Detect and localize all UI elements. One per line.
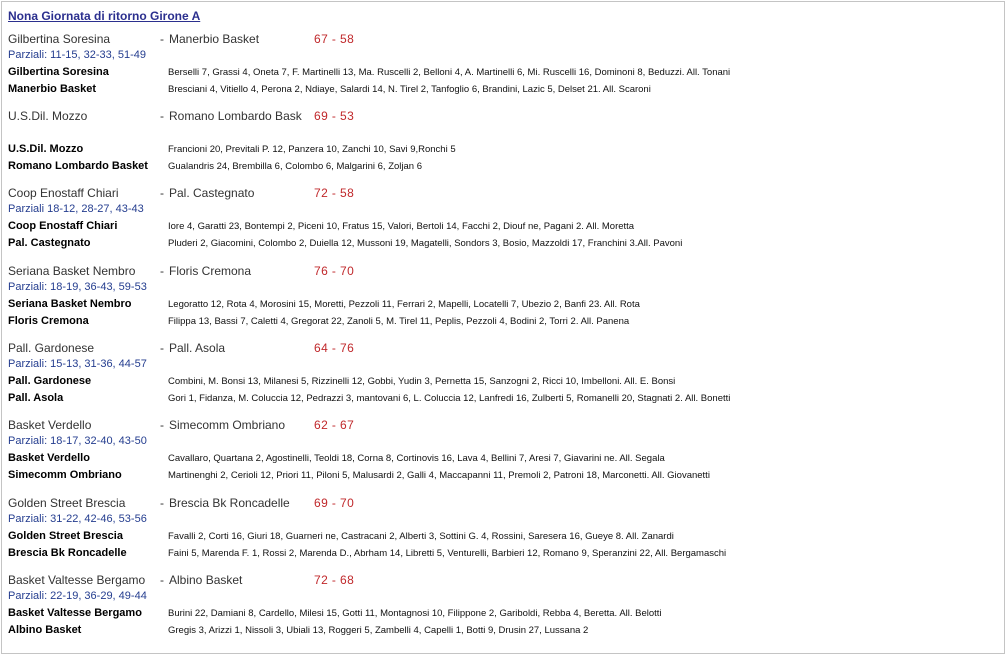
match-block [0, 109, 1000, 186]
home-team-label: Seriana Basket Nembro [8, 264, 136, 278]
separator-dash: - [160, 109, 164, 123]
away-player-list: Bresciani 4, Vitiello 4, Perona 2, Ndiaye, Salardi 14, N. Tirel 2, Tanfoglio 6, Brandini, Lazic 5, Delset 21. All. Scaroni [168, 84, 651, 95]
match-block [0, 32, 1000, 109]
home-player-list: Berselli 7, Grassi 4, Oneta 7, F. Martinelli 13, Ma. Ruscelli 2, Belloni 4, A. Martinelli 6, Mi. Ruscelli 16, Dominoni 8, Beduzzi. All. Tonani [168, 67, 731, 78]
home-team-name: Basket Valtesse Bergamo [8, 607, 142, 619]
partial-scores: Parziali: 22-19, 36-29, 49-44 [8, 590, 147, 602]
home-team-label: Basket Valtesse Bergamo [8, 573, 146, 587]
home-player-list: Legoratto 12, Rota 4, Morosini 15, Moretti, Pezzoli 11, Ferrari 2, Mapelli, Locatelli 7, Ubezio 2, Banfi 23. All. Rota [168, 299, 640, 310]
away-player-list: Filippa 13, Bassi 7, Caletti 4, Gregorat 22, Zanoli 5, M. Tirel 11, Peplis, Pezzoli 4, Bodini 2, Torri 2. All. Panena [168, 316, 630, 327]
away-team-label: Simecomm Ombriano [169, 418, 286, 432]
away-team-name: Floris Cremona [8, 315, 89, 327]
final-score: 72 - 58 [314, 186, 355, 200]
final-score: 69 - 70 [314, 496, 355, 510]
away-player-list: Pluderi 2, Giacomini, Colombo 2, Duiella 12, Mussoni 19, Magatelli, Sondors 3, Bosio, Mazzoldi 17, Franchini 3.All. Pavoni [168, 238, 683, 249]
home-team-label: Basket Verdello [8, 418, 92, 432]
match-block [0, 496, 1000, 573]
away-team-label: Manerbio Basket [169, 32, 260, 46]
final-score: 64 - 76 [314, 341, 355, 355]
away-team-name: Manerbio Basket [8, 83, 97, 95]
away-player-list: Gualandris 24, Brembilla 6, Colombo 6, Malgarini 6, Zoljan 6 [168, 161, 422, 172]
home-team-label: U.S.Dil. Mozzo [8, 109, 88, 123]
separator-dash: - [160, 573, 164, 587]
final-score: 62 - 67 [314, 418, 355, 432]
home-team-label: Coop Enostaff Chiari [8, 186, 119, 200]
away-team-name: Pal. Castegnato [8, 237, 91, 249]
match-block [0, 418, 1000, 495]
away-team-name: Simecomm Ombriano [8, 469, 122, 481]
home-team-name: Pall. Gardonese [8, 375, 92, 387]
final-score: 72 - 68 [314, 573, 355, 587]
partial-scores: Parziali: 11-15, 32-33, 51-49 [8, 49, 146, 61]
final-score: 67 - 58 [314, 32, 355, 46]
home-team-label: Pall. Gardonese [8, 341, 95, 355]
away-team-name: Romano Lombardo Basket [8, 160, 148, 172]
match-block [0, 573, 1000, 650]
home-team-name: Seriana Basket Nembro [8, 298, 132, 310]
partial-scores: Parziali 18-12, 28-27, 43-43 [8, 203, 144, 215]
away-team-label: Pall. Asola [169, 341, 226, 355]
separator-dash: - [160, 418, 164, 432]
home-team-name: Basket Verdello [8, 452, 90, 464]
home-player-list: Favalli 2, Corti 16, Giuri 18, Guarneri ne, Castracani 2, Alberti 3, Sottini G. 4, Rossini, Saresera 16, Gueye 8. All. Zanardi [168, 531, 674, 542]
home-player-list: Combini, M. Bonsi 13, Milanesi 5, Rizzinelli 12, Gobbi, Yudin 3, Pernetta 15, Sanzogni 2, Ricci 10, Imbelloni. All. E. Bonsi [168, 376, 676, 387]
partial-scores: Parziali: 31-22, 42-46, 53-56 [8, 513, 147, 525]
separator-dash: - [160, 32, 164, 46]
home-team-name: U.S.Dil. Mozzo [8, 143, 84, 155]
away-player-list: Martinenghi 2, Cerioli 12, Priori 11, Piloni 5, Malusardi 2, Galli 4, Maccapanni 11, Premoli 2, Patroni 18, Marconetti. All. Giovanetti [168, 470, 710, 481]
home-team-name: Golden Street Brescia [8, 530, 123, 542]
home-team-label: Golden Street Brescia [8, 496, 126, 510]
home-team-label: Gilbertina Soresina [8, 32, 111, 46]
partial-scores: Parziali: 15-13, 31-36, 44-57 [8, 358, 147, 370]
separator-dash: - [160, 496, 164, 510]
away-player-list: Faini 5, Marenda F. 1, Rossi 2, Marenda D., Abrham 14, Libretti 5, Venturelli, Barbieri 12, Romano 9, Speranzini 22, All. Bergamaschi [168, 548, 727, 559]
final-score: 76 - 70 [314, 264, 355, 278]
page-title[interactable]: Nona Giornata di ritorno Girone A [8, 9, 201, 23]
partial-scores: Parziali: 18-19, 36-43, 59-53 [8, 281, 147, 293]
away-player-list: Gori 1, Fidanza, M. Coluccia 12, Pedrazzi 3, mantovani 6, L. Coluccia 12, Lanfredi 16, Zulberti 5, Romanelli 20, Stagnati 2. All. Bonetti [168, 393, 731, 404]
away-team-label: Romano Lombardo Bask [169, 109, 302, 123]
separator-dash: - [160, 264, 164, 278]
match-block [0, 341, 1000, 418]
home-team-name: Gilbertina Soresina [8, 66, 109, 78]
away-team-label: Albino Basket [169, 573, 243, 587]
final-score: 69 - 53 [314, 109, 355, 123]
home-player-list: Iore 4, Garatti 23, Bontempi 2, Piceni 10, Fratus 15, Valori, Bertoli 14, Facchi 2, Diouf ne, Pagani 2. All. Moretta [168, 221, 635, 232]
away-team-name: Albino Basket [8, 624, 82, 636]
home-player-list: Francioni 20, Previtali P. 12, Panzera 10, Zanchi 10, Savi 9,Ronchi 5 [168, 144, 456, 155]
away-team-name: Pall. Asola [8, 392, 64, 404]
away-player-list: Gregis 3, Arizzi 1, Nissoli 3, Ubiali 13, Roggeri 5, Zambelli 4, Capelli 1, Botti 9, Drusin 27, Lussana 2 [168, 625, 589, 636]
away-team-label: Brescia Bk Roncadelle [169, 496, 290, 510]
match-block [0, 264, 1000, 341]
away-team-label: Pal. Castegnato [169, 186, 255, 200]
away-team-label: Floris Cremona [169, 264, 252, 278]
home-team-name: Coop Enostaff Chiari [8, 220, 118, 232]
away-team-name: Brescia Bk Roncadelle [8, 547, 127, 559]
home-player-list: Cavallaro, Quartana 2, Agostinelli, Teoldi 18, Corna 8, Cortinovis 16, Lava 4, Bellini 7, Aresi 7, Giavarini ne. All. Segala [168, 453, 665, 464]
home-player-list: Burini 22, Damiani 8, Cardello, Milesi 15, Gotti 11, Montagnosi 10, Filippone 2, Gariboldi, Rebba 4, Beretta. All. Belotti [168, 608, 662, 619]
partial-scores: Parziali: 18-17, 32-40, 43-50 [8, 435, 147, 447]
match-block [0, 186, 1000, 263]
separator-dash: - [160, 341, 164, 355]
separator-dash: - [160, 186, 164, 200]
